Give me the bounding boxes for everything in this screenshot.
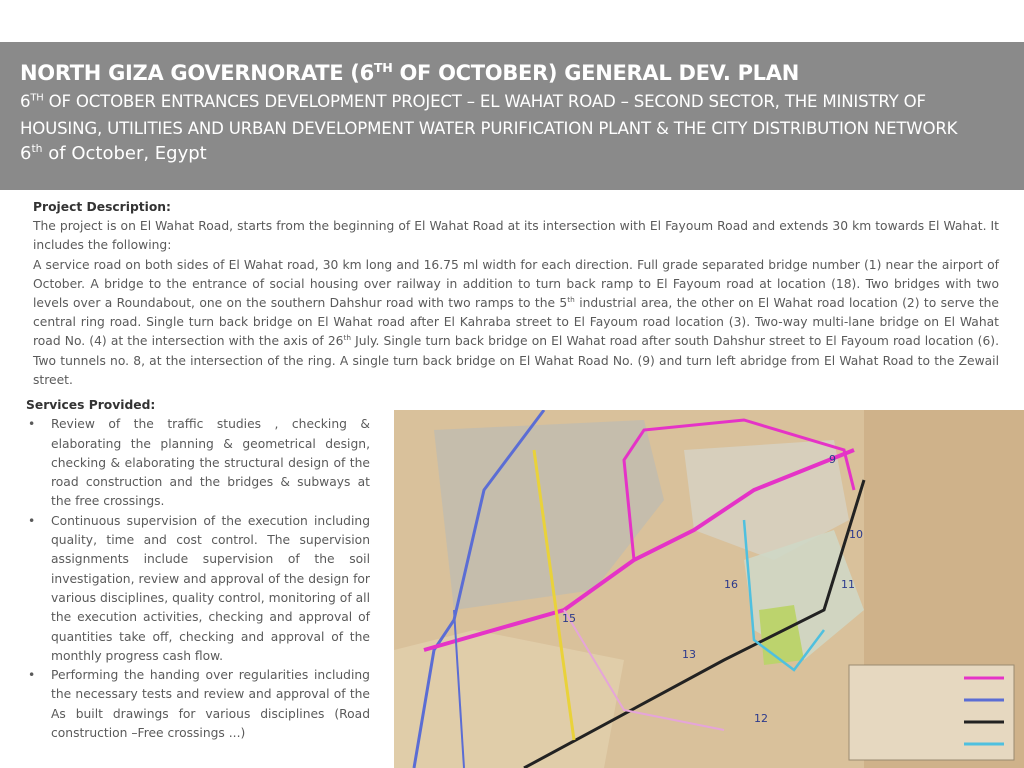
service-item: • Performing the handing over regularities including the necessary tests and review and approval of the As built drawings for various disciplines (Road construction –Free crossings ...)	[26, 666, 370, 743]
description-details: A service road on both sides of El Wahat road, 30 km long and 16.75 ml width for each direction. Full grade separated bridge number (1) near the airport of October. A bridge to the entrance of social housing over railway in addition to turn back ramp to El Fayoum road at location (18). Two bridges with two levels over a Roundabout, one on the southern Dahshur road with two ramps to the 5th industrial area, the other on El Wahat road location (2) to serve the central ring road. Single turn back bridge on El Wahat road after El Kahraba street to El Fayoum road location (3). Two-way multi-lane bridge on El Wahat road No. (4) at the intersection with the axis of 26th July. Single turn back bridge on El Wahat road after south Dahshur street to El Fayoum road location (6). Two tunnels no. 8, at the intersection of the ring. A single turn back bridge on El Wahat Road No. (9) and turn left abridge from El Wahat Road to the Zewail street.	[33, 257, 999, 387]
map-location-label: 10	[849, 528, 863, 541]
services-heading: Services Provided:	[26, 398, 156, 412]
map-location-label: 9	[829, 453, 836, 466]
map-location-label: 15	[562, 612, 576, 625]
map-location-label: 16	[724, 578, 738, 591]
project-description	[33, 198, 999, 390]
project-subtitle: 6TH OF OCTOBER ENTRANCES DEVELOPMENT PROJECT – EL WAHAT ROAD – SECOND SECTOR, THE MINISTRY OF HOUSING, UTILITIES AND URBAN DEVELOPMENT WATER PURIFICATION PLANT & THE CITY DISTRIBUTION NETWORK	[20, 92, 958, 138]
description-intro: The project is on El Wahat Road, starts from the beginning of El Wahat Road at its intersection with El Fayoum Road and extends 30 km towards El Wahat. It includes the following:	[33, 219, 999, 253]
services-list	[26, 415, 370, 743]
page-title: NORTH GIZA GOVERNORATE (6TH OF OCTOBER) GENERAL DEV. PLAN	[20, 60, 799, 85]
project-location: 6th of October, Egypt	[20, 142, 207, 164]
service-item: • Continuous supervision of the execution including quality, time and cost control. The supervision assignments include supervision of the soil investigation, review and approval of the design for various disciplines, quality control, monitoring of all the execution activities, checking and approval of quantities take off, checking and approval of the monthly progress cash flow.	[26, 512, 370, 666]
map-location-label: 13	[682, 648, 696, 661]
service-item: • Review of the traffic studies , checking & elaborating the planning & geometrical design, checking & elaborating the structural design of the road construction and the bridges & subways at the free crossings.	[26, 415, 370, 511]
site-map-graphic	[394, 410, 1024, 768]
project-site-map	[394, 410, 1024, 768]
map-location-label: 12	[754, 712, 768, 725]
description-heading: Project Description:	[33, 200, 171, 214]
header-banner	[0, 42, 1024, 190]
services-provided	[26, 396, 370, 743]
map-location-label: 11	[841, 578, 855, 591]
